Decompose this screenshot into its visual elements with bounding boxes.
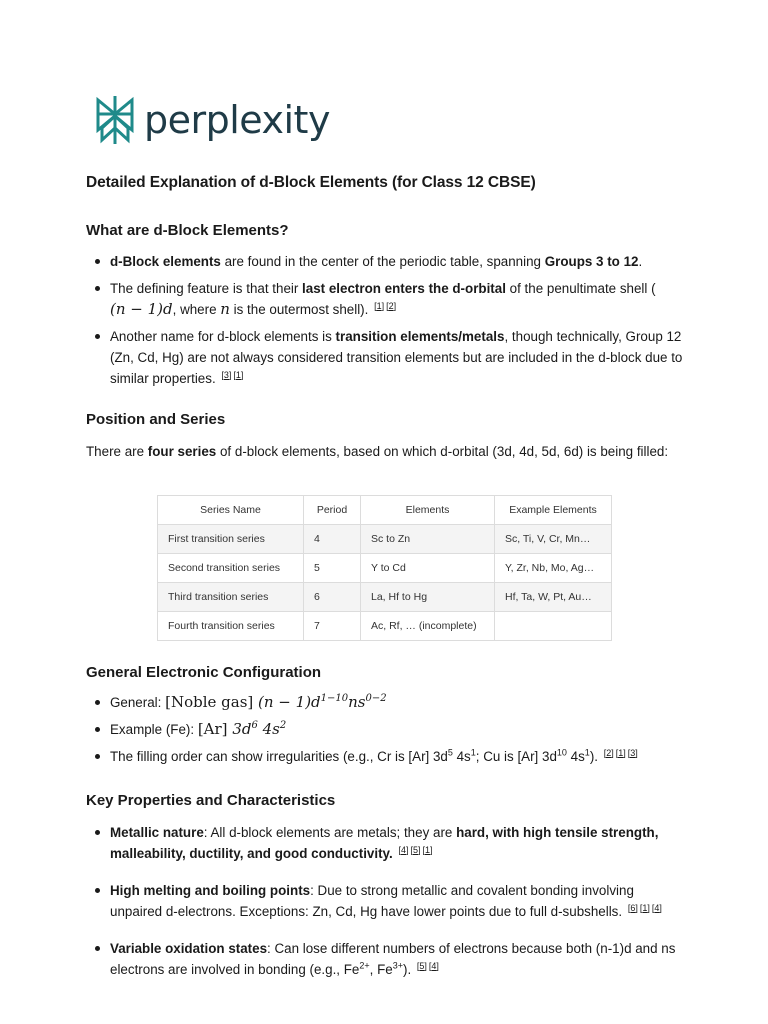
citation-link[interactable]: [1] (374, 300, 385, 311)
table-cell: Ac, Rf, … (incomplete) (361, 612, 495, 641)
text: There are (86, 444, 148, 459)
superscript: 10 (556, 747, 567, 758)
text: , though technically, Group 12 (Zn, Cd, Hg) are not always considered transition elements but are included in the d-block due to similar properties. (110, 329, 683, 386)
table-cell: Y to Cd (361, 554, 495, 583)
series-table (157, 495, 612, 641)
math-expression: [Noble gas] $(n - 1)d^{1-10}ns^{0-2}$ (165, 693, 387, 711)
text: ). (589, 749, 598, 764)
table-cell: 4 (304, 525, 361, 554)
text: is the outermost shell). (229, 302, 369, 317)
text: The filling order can show irregularities (e.g., Cr is [Ar] 3d (110, 749, 448, 764)
superscript: 3+ (392, 960, 403, 971)
citation-link[interactable]: [2] (603, 747, 614, 758)
text: Another name for d-block elements is (110, 329, 336, 344)
table-cell: Sc to Zn (361, 525, 495, 554)
table-cell: Y, Zr, Nb, Mo, Ag… (495, 554, 612, 583)
bold-text: High melting and boiling points (110, 883, 311, 898)
table-row (158, 612, 612, 641)
list-item (86, 880, 686, 922)
bold-text: hard, with high tensile strength, malleability, ductility, and good conductivity (110, 825, 659, 861)
text: . (638, 254, 643, 269)
citation-link[interactable]: [5] (410, 844, 421, 855)
bold-text: Metallic nature (110, 825, 204, 840)
citation-link[interactable]: [1] (422, 844, 433, 855)
table-cell: Fourth transition series (158, 612, 304, 641)
bold-text: transition elements/metals (335, 329, 505, 344)
table-cell: 7 (304, 612, 361, 641)
text: : Due to strong metallic and covalent bonding involving unpaired d-electrons. Exceptions: Zn, Cd, Hg have lower points due to full d-subshells. (110, 883, 634, 919)
list-item (86, 822, 686, 864)
section-heading-config: General Electronic Configuration (86, 664, 322, 681)
text: : Can lose different numbers of electrons because both (n-1)d and ns electrons are involved in bonding (e.g., Fe (110, 941, 676, 977)
text: ). (402, 962, 412, 977)
bold-text: d-Block elements (110, 254, 221, 269)
section-heading-position: Position and Series (86, 411, 226, 428)
text: : All d-block elements are metals; they are (203, 825, 457, 840)
table-cell (495, 612, 612, 641)
table-cell: 6 (304, 583, 361, 612)
position-intro (86, 441, 676, 462)
bold-text: four series (147, 444, 217, 459)
math-expression: [Ar] $3d^6$ $4s^2$ (197, 720, 287, 738)
brand-logo (94, 94, 330, 146)
superscript: 1 (470, 747, 476, 758)
citation-link[interactable]: [5] (416, 960, 427, 971)
text: are found in the center of the periodic table, spanning (220, 254, 545, 269)
citation-link[interactable]: [1] (233, 369, 244, 380)
text: 4s (452, 749, 471, 764)
text: 4s (566, 749, 585, 764)
citation-link[interactable]: [4] (651, 902, 662, 913)
list-item (86, 251, 686, 272)
bold-text: Groups 3 to 12 (544, 254, 639, 269)
table-row (158, 583, 612, 612)
table-cell: Sc, Ti, V, Cr, Mn… (495, 525, 612, 554)
superscript: 1 (584, 747, 590, 758)
table-cell: 5 (304, 554, 361, 583)
column-header: Example Elements (495, 496, 612, 525)
list-item (86, 746, 686, 767)
table-cell: La, Hf to Hg (361, 583, 495, 612)
list-item (86, 938, 686, 980)
text: , where (172, 302, 221, 317)
table-cell: Second transition series (158, 554, 304, 583)
section-heading-properties: Key Properties and Characteristics (86, 792, 336, 809)
list-item (86, 719, 686, 740)
citation-link[interactable]: [3] (627, 747, 638, 758)
text: , Fe (369, 962, 393, 977)
brand-name: perplexity (144, 98, 330, 142)
text: of the penultimate shell ( (505, 281, 656, 296)
document-title: Detailed Explanation of d-Block Elements (for Class 12 CBSE) (86, 174, 536, 191)
table-row (158, 525, 612, 554)
superscript: 2+ (359, 960, 370, 971)
text: General: (110, 695, 166, 710)
perplexity-logo-icon (94, 94, 136, 146)
table-cell: First transition series (158, 525, 304, 554)
math-expression: (n − 1)d (110, 300, 173, 318)
citation-link[interactable]: [4] (398, 844, 409, 855)
math-expression: n (220, 300, 230, 318)
column-header: Series Name (158, 496, 304, 525)
list-item (86, 326, 686, 389)
table-cell: Third transition series (158, 583, 304, 612)
citation-link[interactable]: [1] (639, 902, 650, 913)
section-heading-what: What are d-Block Elements? (86, 222, 289, 239)
column-header: Period (304, 496, 361, 525)
citation-link[interactable]: [3] (221, 369, 232, 380)
citation-link[interactable]: [6] (627, 902, 638, 913)
bold-text: Variable oxidation states (110, 941, 268, 956)
table-cell: Hf, Ta, W, Pt, Au… (495, 583, 612, 612)
properties-list (86, 822, 686, 986)
list-item (86, 278, 686, 320)
config-list (86, 692, 686, 773)
text: Example (Fe): (110, 722, 198, 737)
table-row (158, 554, 612, 583)
column-header: Elements (361, 496, 495, 525)
citation-link[interactable]: [4] (428, 960, 439, 971)
citation-link[interactable]: [2] (386, 300, 397, 311)
superscript: 5 (447, 747, 453, 758)
citation-link[interactable]: [1] (615, 747, 626, 758)
text: of d-block elements, based on which d-orbital (3d, 4d, 5d, 6d) is being filled: (216, 444, 669, 459)
text: ; Cu is [Ar] 3d (475, 749, 557, 764)
table-header-row (158, 496, 612, 525)
bold-text: last electron enters the d-orbital (302, 281, 506, 296)
list-item (86, 692, 686, 713)
what-list (86, 251, 686, 395)
bold-text: . (389, 846, 393, 861)
text: The defining feature is that their (110, 281, 303, 296)
